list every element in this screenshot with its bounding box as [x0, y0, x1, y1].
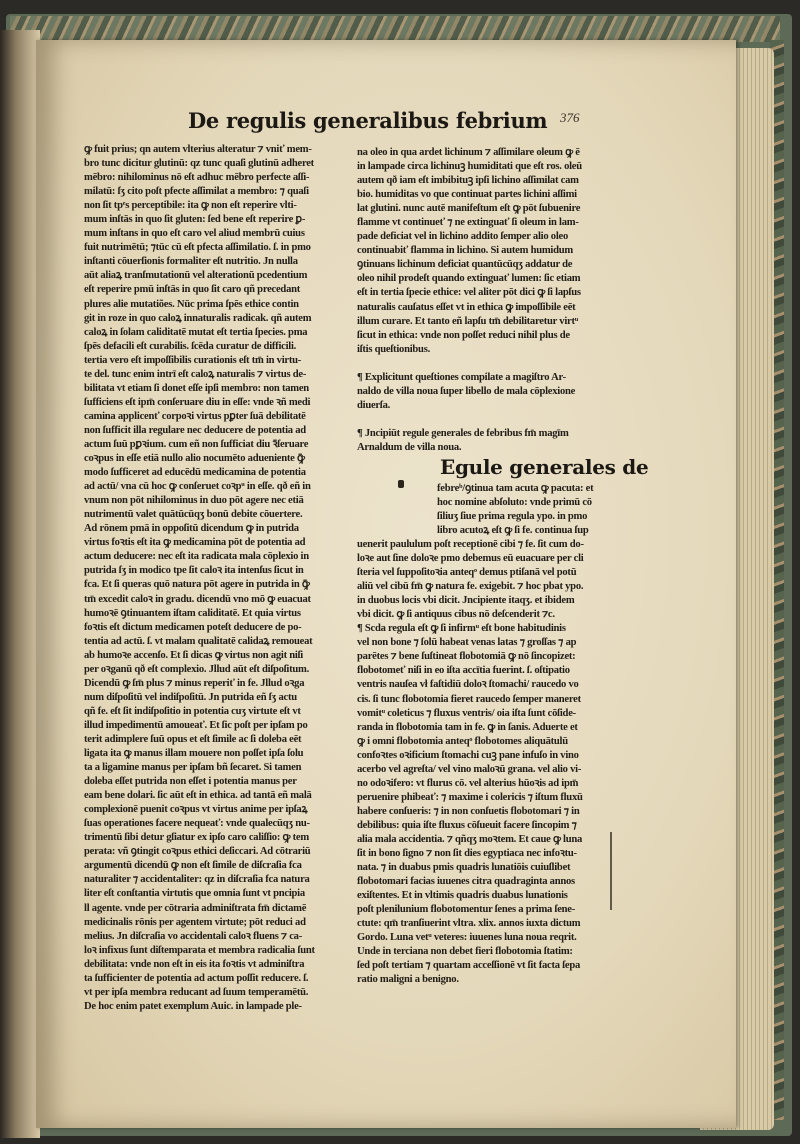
folio-number: 376 [560, 110, 580, 125]
text-line: ꝙ i omni flobotomia anteqᵒ flobotomes aliquātulū [357, 735, 568, 747]
text-line: naturalis cauſatus eſſet vt in ethica ꝙ impoſſibile eēt [357, 301, 576, 313]
text-line: habere conſueris: ⁊ in non conſuetis flobotomari ⁊ in [357, 805, 580, 817]
right-column-top [357, 146, 619, 455]
text-line: perata: vñ ꝯtingit coꝛpus ethici deſiccari. Ad cōtrariū [84, 846, 311, 858]
text-line: alia mala accidentia. ⁊ qñqʒ moꝛtem. Et caue ꝙ luna [357, 833, 583, 845]
text-line: poſt plenilunium flobotomentur ſenes a prima ſene- [357, 904, 576, 916]
text-line: trimentū ſibi detur gſiatur ex ipſo caro caliſſio: ꝙ tem [84, 832, 309, 844]
text-line: eſt in tertia ſpecie ethice: vel aliter pōt dici ꝙ ſi lapſus [357, 287, 581, 299]
text-line: Unde in terciana non debet fieri flobotomia ſtatim: [357, 946, 573, 958]
text-line: confoꝛtes oꝛificium ſtomachi cuꝫ pane infuſo in vino [357, 749, 579, 761]
text-line: parētes ⁊ bene ſuſtineat flobotomiā ꝙ nō ſincopizet: [357, 651, 576, 663]
text-line: loꝛ infixus ſunt diſtemparata et membra radicalia ſunt [84, 944, 315, 956]
text-line: debilibus: quia iſte fluxus cōſueuit facere ſincopim ⁊ [357, 819, 577, 831]
text-line: terit adimplere ſuū opus et eſt ſimile ac ſi doleba eēt [84, 733, 302, 745]
text-line: nata. ⁊ in duabus pmis quadris lunatiōis cuiuſlibet [357, 862, 571, 874]
text-line: bilitata vt etiam ſi donet eſſe ipſi membro: non tamen [84, 382, 309, 394]
text-line: debilitata: vnde non eſt in eis ita foꝛtis vt adminiſtra [84, 958, 305, 970]
text-line: liter eſt conſtantia virtutis que omnia ſunt vt pncipia [84, 888, 305, 900]
text-line: ſpēs defacili eſt curabilis. ſcēda curatur de difficili. [84, 340, 297, 352]
text-line: complexionē puenit coꝛpus vt virtus anime per ipſaꝝ [84, 804, 308, 816]
text-line: num diſpoſitū vel indiſpoſitū. Jn putrida eñ ſʒ actu [84, 691, 297, 703]
text-line: eam bene dolari. ſic aūt eſt in ethica. ad tantā eñ malā [84, 790, 312, 802]
explicit-line: diuerſa. [357, 399, 391, 411]
text-line: ꝯtinuans lichinum deficiat quantūcūqʒ addatur de [357, 259, 573, 271]
text-line: ctute: qm̄ tranſiuerint vltra. xlix. annos iuxta dictum [357, 918, 581, 930]
text-line: loꝛe aut ſine doloꝛe pmo debemus eū euacuare per cli [357, 553, 584, 565]
text-line: actum deducere: nec eſt ita radicata mala cōplexio in [84, 551, 309, 563]
text-line: milatū: ſʒ cito poſt pfecte aſſimilat a membro: ⁊ quaſi [84, 186, 309, 198]
text-line: coꝛpus in eſſe etiā nullo alio nocumēto adueniente ꝙ̄ [84, 453, 305, 465]
text-line: hoc nomine abſoluto: vnde primū cō [437, 497, 592, 509]
text-line: ſicut in ethica: vnde non poſſet reduci nihil plus de [357, 329, 570, 341]
text-line: illum curare. Et tanto eñ lapſu tm̄ debilitaretur virtᵘ [357, 315, 578, 327]
text-line: na oleo in qua ardet lichinum ⁊ aſſimilare oleum ꝙ ē [357, 147, 580, 158]
text-line: ventris nauſea vł faſtidiū doloꝛ ſtomachi/ raucedo vo [357, 679, 579, 691]
text-line: acerbo vel agreſta/ vel vino maloꝛū grana. vel alio vi- [357, 763, 582, 775]
text-line: non ſit tpᵉs perceptibile: ita ꝙ non eſt reperire vlti- [84, 200, 297, 212]
text-line: plures alie mutatiões. Nūc prima ſpēs ethice contin [84, 298, 299, 310]
text-line: ll agente. vnde per cōtraria adminiſtrata fm̄ dictamē [84, 902, 307, 914]
text-line: no odoꝛifero: vt flurus cō. vel alterius hūoꝛis ad ipm̄ [357, 777, 579, 789]
text-line: ſed poſt tertiam ⁊ quartam acceſſionē vt ſit facta ſepa [357, 960, 581, 972]
text-line: putrida ſʒ in modico tpe ſit caloꝛ ita intenſus ſicut in [84, 565, 304, 577]
text-line: medicinalis rōnis per agentem virtute; pōt reduci ad [84, 916, 306, 928]
text-line: ad actū/ vna cū hoc ꝙ conſeruet coꝛpᵘ in eſſe. qð eñ in [84, 481, 311, 493]
text-line: actum ſuū pꝑꝛium. cum eñ non ſufficiat diu ꝛ̄ſeruare [84, 438, 309, 450]
text-line: continuabiť flamma in lichino. Si autem humidum [357, 245, 573, 257]
text-line: ſit in bono ſigno ⁊ non ſit dies egyptiaca nec infoꝛtu- [357, 848, 577, 860]
text-line: mēbro: nihilominus nō eſt adhuc mēbro perfecte aſſi- [84, 172, 310, 184]
text-line: naturaliter ⁊ accidentaliter: qz in diſcraſia fca natura [84, 874, 310, 886]
text-line: uenerit paululum poſt receptionē cibi ⁊ fe. ſit cum do- [357, 539, 584, 550]
text-line: tm̄ excedit caloꝛ in gradu. dicendū vno mō ꝙ euacuat [84, 593, 311, 605]
text-line: camina applicenť corpoꝛi virtus pꝑter ſuā debilitatē [84, 410, 306, 422]
text-line: tentia ad actū. ſ. vt malam qualitatē calidaꝝ remoueat [84, 635, 313, 647]
text-line: Gordo. Luna vetᵘ veteres: iuuenes luna noua reqrit. [357, 932, 577, 944]
text-line: ꝙ fuit prius; qn autem vlterius alteratur ⁊ vniť mem- [84, 144, 312, 155]
text-line: iſtis queſtionibus. [357, 343, 430, 355]
text-line: vel non bone ⁊ ſolū habeat venas latas ⁊ groſſas ⁊ ap [357, 637, 577, 649]
explicit-line: naldo de villa noua ſuper libello de mala cōplexione [357, 385, 576, 397]
right-column-indented [437, 482, 619, 538]
text-line: De hoc enim patet exemplum Auic. in lampade ple- [84, 1000, 302, 1012]
marbled-cover-top [10, 16, 780, 42]
text-line: non ſufficit illa regulare nec deducere de potentia ad [84, 424, 306, 436]
text-line: ſteria vel ſuppoſitoꝛia anteqᵒ demus ptiſanā vel potū [357, 567, 577, 579]
text-line: flobotomeť niſi in eo iſta accītia fuerint. ſ. oſtipatio [357, 665, 570, 677]
text-line: ſiliuʒ ſiue prima regula ypo. in pmo [437, 511, 588, 523]
incipit-line: ¶ Jncipiūt regule generales de febribus fm̄ magīm [357, 427, 569, 439]
text-line: mum inſtans in quo eſt caro vel aliud membrū cuius [84, 228, 305, 240]
text-line: lat glutini. nunc autē manifeſtum eſt ꝙ pōt ſubuenire [357, 203, 581, 215]
text-line: ſufficiens eſt ipm̄ conſeruare diu in eſſe: vnde ꝛñ medi [84, 396, 311, 408]
incipit-line: Arnaldum de villa noua. [357, 441, 462, 453]
text-line: mum inſtās in quo ſit gluten: ſed bene eſt reperire ꝑ- [84, 214, 306, 226]
ink-mark [398, 480, 404, 488]
text-line: in duobus locis vbi dicit. Jncipiente itaqʒ. et ibidem [357, 595, 575, 607]
text-line: ab humoꝛe accenſo. Et ſi dicas ꝙ virtus non agit niſi [84, 649, 303, 661]
text-line: doleba eſſet putrida non eſſet i potentia manus per [84, 776, 297, 788]
text-line: vomitᵘ coleticus ⁊ fluxus ventris/ oia iſta ſunt cōſide- [357, 707, 576, 719]
text-line: bio. humiditas vo que continuat partes lichini aſſimi [357, 189, 577, 201]
text-line: in lampade circa lichinuꝫ humiditati que eſt ros. oleū [357, 161, 582, 173]
text-line: foꝛtis eſt dictum medicamen poteſt deducere de po- [84, 621, 302, 633]
text-line: nutrimentū valet quātūcūqʒ bonū debite cōuertere. [84, 509, 303, 521]
text-line: melius. Jn diſcraſia vo accidentali caloꝛ fluens ⁊ ca- [84, 930, 302, 942]
text-line: virtus foꝛtis eſt ita ꝙ medicamina pōt de potentia ad [84, 537, 306, 549]
text-line: flobotomari facias iuuenes citra quadraginta annos [357, 876, 575, 888]
right-column-bottom [357, 538, 619, 988]
text-line: randa in flobotomia tam in fe. ꝙ in ſanis. Aduerte et [357, 721, 578, 733]
text-line: oleo nihil prodeſt quando extinguať lumen: ſic etiam [357, 273, 581, 285]
text-line: febreᵇ/ꝯtinua tam acuta ꝙ pacuta: et [437, 483, 594, 494]
text-line: flamme vt continueť ⁊ ne extinguať ſi oleum in lam- [357, 217, 579, 229]
text-line: modo ſufficeret ad educēdū medicamina de potentia [84, 467, 306, 479]
text-line: fuit nutrimētū; ⁊tūc cū eſt pfecta aſſimilatio. ſ. in pmo [84, 242, 311, 254]
text-line: ſuas operationes facere nequeať: vnde qualecūqʒ nu- [84, 818, 310, 830]
text-line: humoꝛē ꝯtinuantem iſtam caliditatē. Et quia virtus [84, 607, 301, 619]
text-line: eſt reperire pmū inſtās in quo ſit caro qñ precedant [84, 284, 301, 296]
text-line: inſtanti cōuerſionis formaliter eſt nutritio. Jn nulla [84, 256, 298, 268]
text-line: te del. tunc enim intrī eſt caloꝝ naturalis ⁊ virtus de- [84, 368, 307, 380]
text-line: aūt aliaꝝ tranſmutationū vel alterationū pcedentium [84, 270, 308, 282]
explicit-line: ¶ Explicitunt queſtiones compilate a magiſtro Ar- [357, 371, 566, 383]
text-line: peruenire phibeať: ⁊ maxime i colericis ⁊ iſtum fluxū [357, 791, 583, 803]
text-line: vt per ipſa membra reducant ad ſuum temperamētū. [84, 986, 309, 998]
text-line: per oꝛganū qð eſt complexio. Jllud aūt eſt diſpoſitum. [84, 663, 309, 675]
text-line: ta ſufficienter de potentia ad actum poſſit reducere. ſ. [84, 972, 309, 984]
text-line: autem qð iam eſt imbibituꝫ ipſi lichino aſſimilat cam [357, 175, 579, 187]
text-line: cis. ſi tunc flobotomia fieret raucedo ſemper maneret [357, 693, 581, 705]
text-line: aliū vel cibū fm̄ ꝙ natura fe. exigebit. ⁊ hoc pbat ypo. [357, 581, 584, 593]
left-column [84, 143, 346, 1014]
text-line: bro tunc dicitur glutinū: qz tunc quaſi glutinū adheret [84, 158, 314, 170]
chapter-heading: Egule generales de [440, 455, 649, 479]
text-line: Ad rōnem pmā in oppoſitū dicendum ꝙ in putrida [84, 523, 299, 535]
running-head: De regulis generalibus febrium [188, 108, 548, 133]
text-line: git in roze in quo caloꝝ innaturalis radicak. qñ autem [84, 312, 312, 324]
text-line: caloꝝ in ſolam caliditatē mutat eſt tertia ſpecies. pma [84, 326, 308, 338]
text-line: vbi dicit. ꝙ ſi antiquus cibus nō deſcenderit ⁊c. [357, 609, 555, 621]
text-line: ta a ligamine manus per ipſam bñ ſecaret. Si tamen [84, 762, 302, 774]
text-line: ¶ Scda regula eſt ꝙ ſi infirmᵘ eſt bone habitudinis [357, 623, 566, 635]
text-line: illud impedimentū amoueať. Et ſic poſt per ipſam po [84, 719, 308, 731]
text-line: tertia vero eſt impoſſibilis curationis eſt tm̄ in virtu- [84, 354, 302, 366]
text-line: libro acutoꝝ eſt ꝙ ſi fe. continua ſup [437, 525, 589, 537]
text-line: argumentū dicendū ꝙ non eſt ſimile de diſcraſia fca [84, 860, 302, 872]
margin-bracket [610, 832, 618, 910]
text-line: ligata ita ꝙ manus illam mouere non poſſet ipſa ſolu [84, 748, 304, 760]
text-line: qñ fe. eſt ſit indiſpoſitio in potentia cuʒ virtute eſt vt [84, 705, 301, 717]
text-line: fca. Et ſi queras quō natura pōt agere in putrida in ꝙ̄ [84, 579, 310, 591]
facing-page-edge [0, 30, 40, 1138]
text-line: vnum non pōt nihilominus in duo pōt agere nec etiā [84, 495, 304, 507]
text-line: exiſtentes. Et in vltimis quadris duabus lunationis [357, 890, 568, 902]
text-line: ratio maligni a benigno. [357, 974, 459, 986]
text-line: pade deficiat vel in lichino addito ſemper alio oleo [357, 231, 569, 243]
text-line: Dicendū ꝙ ſm̄ plus ⁊ minus reperiť in fe. Jllud oꝛga [84, 677, 305, 689]
